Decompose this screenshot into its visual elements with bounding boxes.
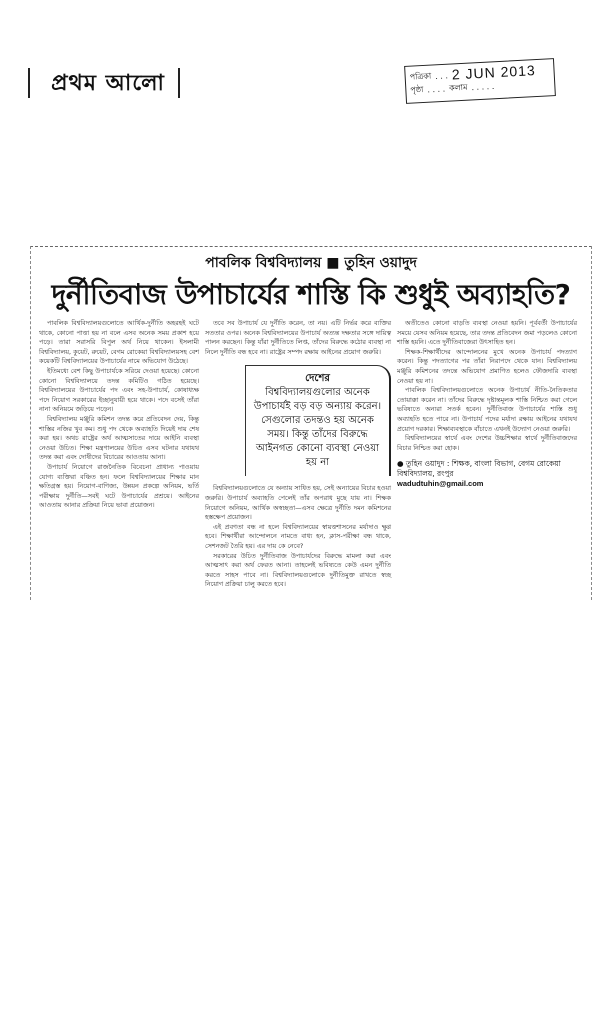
- paragraph: ইতিমধ্যে বেশ কিছু উপাচার্যকে সরিয়ে দেওয়া হয়েছে। কোনো কোনো বিশ্ববিদ্যালয়ে তদন্ত কমিটিও গঠিত হয়েছে। বিশ্ববিদ্যালয়ের উপাচার্যের পদ এবং সহ-উপাচার্য, কোষাধ্যক্ষ পদে নিয়োগ সরকারের ইচ্ছানুযায়ী হয়ে থাকে। পদে বসেই তাঁরা নানা অনিয়মে জড়িয়ে পড়েন।: [39, 366, 199, 414]
- paragraph: বিশ্ববিদ্যালয়গুলোতে যে অন্যায় সাধিত হয়, সেই অন্যায়ের বিচার হওয়া জরুরি। উপাচার্য অব্যাহতি পেলেই তাঁর অপরাধ মুছে যায় না। শিক্ষক নিয়োগে অনিয়ম, আর্থিক অস্বচ্ছতা—এসব ক্ষেত্রে দুর্নীতি দমন কমিশনের হস্তক্ষেপ প্রয়োজন।: [205, 484, 391, 522]
- article-column-3: [397, 319, 577, 453]
- author-email: wadudtuhin@gmail.com: [397, 479, 484, 489]
- clipping-date-stamp: [404, 58, 556, 104]
- stamp-paper-label: পত্রিকা: [409, 71, 432, 82]
- paragraph: উপাচার্য নিয়োগে রাজনৈতিক বিবেচনা প্রাধান্য পাওয়ায় যোগ্য ব্যক্তিরা বঞ্চিত হন। ফলে বিশ্ববিদ্যালয়ের শিক্ষার মান ক্ষতিগ্রস্ত হয়। নিয়োগ-বাণিজ্য, উন্নয়ন প্রকল্পে অনিয়ম, ভর্তি পরীক্ষায় দুর্নীতি—সবই ঘটে উপাচার্যের প্রশ্রয়ে। আইনের আওতায় আনার প্রক্রিয়া নিয়ে ভাবা প্রয়োজন।: [39, 462, 199, 510]
- paragraph: সরকারের উচিত দুর্নীতিবাজ উপাচার্যদের বিরুদ্ধে মামলা করা এবং আত্মসাৎ করা অর্থ ফেরত আনা। তাহলেই ভবিষ্যতে কেউ এমন দুর্নীতি করতে সাহস পাবে না। বিশ্ববিদ্যালয়গুলোকে দুর্নীতিমুক্ত রাখতে স্বচ্ছ নিয়োগ প্রক্রিয়া চালু করতে হবে।: [205, 551, 391, 589]
- article-headline: দুর্নীতিবাজ উপাচার্যের শাস্তি কি শুধুই অব্যাহতি?: [51, 278, 571, 311]
- stamp-blank: · · ·: [435, 73, 449, 84]
- stamp-page-label: পৃষ্ঠা: [410, 84, 424, 95]
- article-column-2-bottom: [205, 484, 391, 590]
- paragraph: তবে সব উপাচার্য যে দুর্নীতি করেন, তা নয়। এটি নির্ভর করে ব্যক্তির সততার ওপর। অনেক বিশ্ববিদ্যালয়ের উপাচার্য অত্যন্ত দক্ষতার সঙ্গে দায়িত্ব পালন করছেন। কিন্তু যাঁরা দুর্নীতিতে লিপ্ত, তাঁদের বিরুদ্ধে কঠোর ব্যবস্থা না নিলে দুর্নীতি বন্ধ হবে না। রাষ্ট্রের সম্পদ রক্ষায় আইনের প্রয়োগ জরুরি।: [205, 319, 391, 356]
- article-column-2-top: [205, 319, 391, 357]
- pull-quote: [245, 365, 391, 476]
- author-bio: ● তুহিন ওয়াদুদ : শিক্ষক, বাংলা বিভাগ, বেগম রোকেয়া বিশ্ববিদ্যালয়, রংপুর: [397, 459, 561, 479]
- article-column-2: [205, 319, 391, 590]
- pull-quote-lead: দেশের: [305, 373, 330, 385]
- paragraph: বিশ্ববিদ্যালয়ের স্বার্থে এবং দেশের উচ্চশিক্ষার স্বার্থে দুর্নীতিবাজদের বিচার নিশ্চিত করা হোক।: [397, 434, 577, 452]
- pull-quote-text: বিশ্ববিদ্যালয়গুলোর অনেক উপাচার্যই বড় বড় অন্যায় করেন। সেগুলোর তদন্তও হয় অনেক সময়। কিন্তু তাঁদের বিরুদ্ধে আইনগত কোনো ব্যবস্থা নেওয়া হয় না: [253, 387, 382, 469]
- article-column-1: [39, 319, 199, 511]
- paragraph: বিশ্ববিদ্যালয় মঞ্জুরি কমিশন তদন্ত করে প্রতিবেদন দেয়, কিন্তু শাস্তির নজির খুব কম। শুধু পদ থেকে অব্যাহতি দিয়েই দায় শেষ করা হয়। অথচ রাষ্ট্রের অর্থ আত্মসাতের দায়ে আইনি ব্যবস্থা নেওয়া উচিত। শিক্ষা মন্ত্রণালয়ের উচিত এসব ঘটনার যথাযথ তদন্ত করা এবং দোষীদের বিচারের আওতায় আনা।: [39, 414, 199, 462]
- stamp-date: 2 JUN 2013: [451, 62, 537, 83]
- paragraph: এই প্রবণতা বন্ধ না হলে বিশ্ববিদ্যালয়ের স্বায়ত্তশাসনের মর্যাদাও ক্ষুণ্ণ হবে। শিক্ষার্থীরা আন্দোলনে নামতে বাধ্য হন, ক্লাস-পরীক্ষা বন্ধ থাকে, সেশনজট তৈরি হয়। এর দায় কে নেবে?: [205, 522, 391, 550]
- stamp-blank: · · · · ·: [471, 84, 495, 95]
- masthead-divider: [178, 68, 180, 98]
- article-columns: [39, 319, 583, 590]
- paragraph: পাবলিক বিশ্ববিদ্যালয়গুলোতে আর্থিক-দুর্নীতি অহরহই ঘটে থাকে, কোনো পাত্তা হয় না বলে এসব অনেক সময় প্রকাশ হয়ে পড়ে। তারা সরাসরি বিপুল অর্থ নিয়ে থাকেন। ইসলামী বিশ্ববিদ্যালয়, কুয়েট, রুয়েট, বেগম রোকেয়া বিশ্ববিদ্যালয়সহ বেশ কয়েকটি বিশ্ববিদ্যালয়ের উপাচার্যের নামে অভিযোগ উঠেছে।: [39, 319, 199, 366]
- newspaper-masthead: [28, 66, 188, 102]
- paragraph: অতীতেও কোনো বাড়তি ব্যবস্থা নেওয়া হয়নি। পূর্ববর্তী উপাচার্যের সময়ে যেসব অনিয়ম হয়েছে, তার তদন্ত প্রতিবেদন জমা পড়লেও কোনো শাস্তি হয়নি। এতে দুর্নীতিবাজেরা উৎসাহিত হন।: [397, 319, 577, 347]
- article-kicker: পাবলিক বিশ্ববিদ্যালয় ■ তুহিন ওয়াদুদ: [205, 255, 417, 271]
- paragraph: শিক্ষক-শিক্ষার্থীদের আন্দোলনের মুখে অনেক উপাচার্য পদত্যাগ করেন। কিন্তু পদত্যাগের পর তাঁরা নিরাপদে থেকে যান। বিশ্ববিদ্যালয় মঞ্জুরি কমিশনের তদন্তে অভিযোগ প্রমাণিত হলেও ফৌজদারি ব্যবস্থা নেওয়া হয় না।: [397, 347, 577, 385]
- newspaper-name: প্রথম আলো: [51, 70, 165, 96]
- author-credit: [397, 459, 577, 489]
- stamp-blank: · · · ·: [427, 86, 446, 97]
- paragraph: পাবলিক বিশ্ববিদ্যালয়গুলোতে অনেক উপাচার্য নীতি-নৈতিকতার তোয়াক্কা করেন না। তাঁদের বিরুদ্ধে দৃষ্টান্তমূলক শাস্তি নিশ্চিত করা গেলে ভবিষ্যতে অন্যরা সতর্ক হবেন। দুর্নীতিবাজ উপাচার্যের শাস্তি শুধু অব্যাহতি হতে পারে না। উপাচার্য পদের মর্যাদা রক্ষায় আইনের যথাযথ প্রয়োগ দরকার। শিক্ষাব্যবস্থাকে বাঁচাতে এখনই উদ্যোগ নেওয়া জরুরি।: [397, 386, 577, 433]
- stamp-column-label: কলাম: [448, 82, 468, 93]
- masthead-divider: [28, 68, 30, 98]
- article: [30, 246, 592, 600]
- article-column-3-wrap: [397, 319, 577, 489]
